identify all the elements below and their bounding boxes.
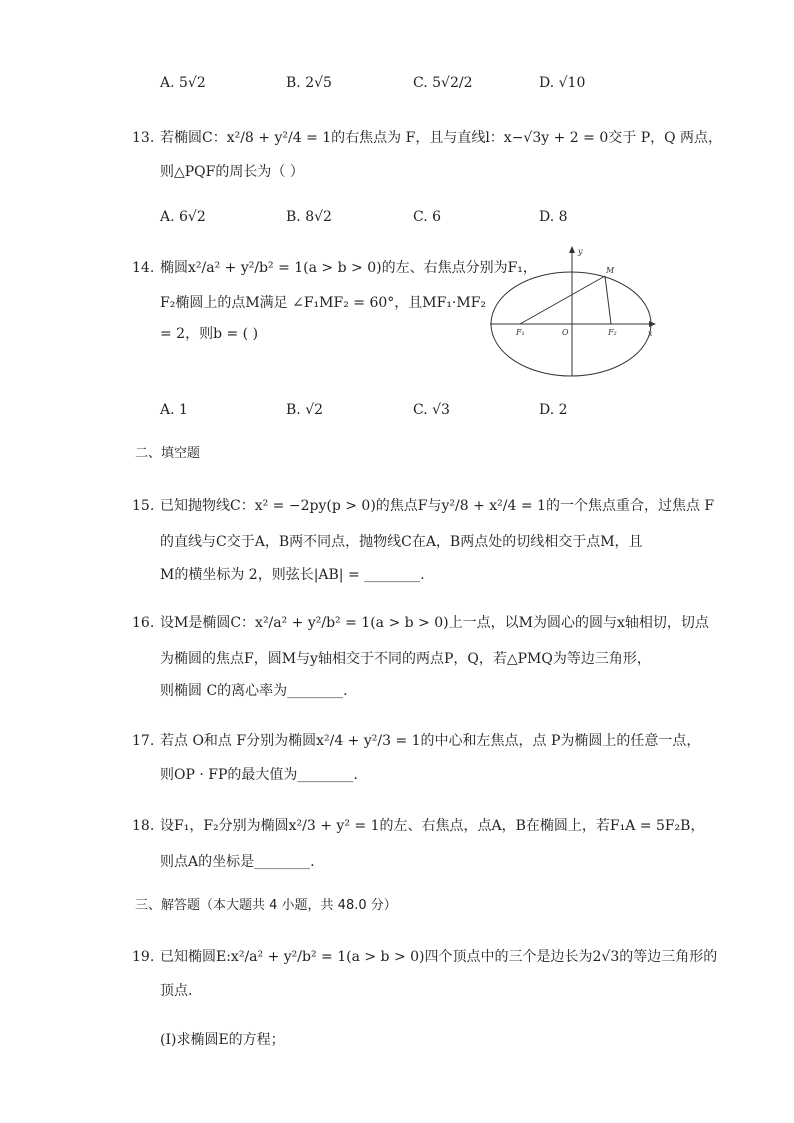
q16-number: 16. bbox=[132, 615, 155, 631]
q15-line3: M的横坐标为 2，则弦长|AB| = ________. bbox=[160, 567, 425, 583]
q12-option-d: D. √10 bbox=[539, 75, 586, 91]
q13-option-b: B. 8√2 bbox=[286, 209, 332, 225]
label-y: y bbox=[578, 247, 583, 256]
q13-stem-line1: 若椭圆C：x²/8 + y²/4 = 1的右焦点为 F，且与直线l：x−√3y + 2 = 0交于 P，Q 两点， bbox=[160, 130, 723, 146]
q13-option-a: A. 6√2 bbox=[160, 209, 206, 225]
q14-options bbox=[0, 395, 794, 425]
q12-option-b: B. 2√5 bbox=[286, 75, 332, 91]
q12-options bbox=[0, 68, 794, 98]
q14-option-b: B. √2 bbox=[286, 402, 324, 418]
x-axis-arrow-icon bbox=[649, 321, 656, 327]
q16-line1: 设M是椭圆C：x²/a² + y²/b² = 1(a > b > 0)上一点，以M为圆心的圆与x轴相切，切点 bbox=[160, 615, 709, 631]
q14-option-d: D. 2 bbox=[539, 402, 568, 418]
q14-option-a: A. 1 bbox=[160, 402, 188, 418]
q19-line2: 顶点. bbox=[160, 983, 193, 999]
q13-option-c: C. 6 bbox=[413, 209, 442, 225]
segment-f1-m bbox=[520, 276, 605, 324]
section-answer-title: 三、解答题（本大题共 4 小题，共 48.0 分） bbox=[135, 898, 397, 913]
q18-line2: 则点A的坐标是________. bbox=[160, 854, 315, 870]
label-m: M bbox=[606, 266, 615, 275]
q18-line1: 设F₁，F₂分别为椭圆x²/3 + y² = 1的左、右焦点，点A，B在椭圆上，若F₁A = 5F₂B， bbox=[160, 818, 705, 834]
q17-line2: 则OP · FP的最大值为________. bbox=[160, 767, 358, 783]
q15-line2: 的直线与C交于A，B两不同点，抛物线C在A，B两点处的切线相交于点M，且 bbox=[160, 534, 643, 550]
q16-line2: 为椭圆的焦点F，圆M与y轴相交于不同的两点P，Q，若△PMQ为等边三角形， bbox=[160, 651, 651, 667]
segment-f2-m bbox=[605, 276, 611, 324]
q14-stem-line1: 椭圆x²/a² + y²/b² = 1(a > b > 0)的左、右焦点分别为F₁， bbox=[160, 260, 537, 276]
y-axis-arrow-icon bbox=[569, 246, 575, 253]
q12-option-a: A. 5√2 bbox=[160, 75, 206, 91]
label-o: O bbox=[562, 328, 569, 337]
label-f1: F₁ bbox=[516, 328, 525, 337]
q14-stem-line2: F₂椭圆上的点M满足 ∠F₁MF₂ = 60°，且MF₁·MF₂ bbox=[160, 295, 487, 311]
q17-line1: 若点 O和点 F分别为椭圆x²/4 + y²/3 = 1的中心和左焦点，点 P为椭圆上的任意一点， bbox=[160, 733, 701, 749]
q12-option-c: C. 5√2/2 bbox=[413, 75, 473, 91]
q13-option-d: D. 8 bbox=[539, 209, 568, 225]
q14-option-c: C. √3 bbox=[413, 402, 450, 418]
label-f2: F₂ bbox=[608, 328, 617, 337]
ellipse-figure bbox=[488, 240, 664, 380]
q15-line1: 已知抛物线C：x² = −2py(p > 0)的焦点F与y²/8 + x²/4 = 1的一个焦点重合，过焦点 F bbox=[160, 498, 715, 514]
q13-options bbox=[0, 202, 794, 232]
q16-line3: 则椭圆 C的离心率为________. bbox=[160, 683, 348, 699]
q19-number: 19. bbox=[132, 949, 155, 965]
q15-number: 15. bbox=[132, 498, 155, 514]
q19-part1: (Ⅰ)求椭圆E的方程； bbox=[160, 1032, 285, 1048]
q19-line1: 已知椭圆E:x²/a² + y²/b² = 1(a > b > 0)四个顶点中的三个是边长为2√3的等边三角形的 bbox=[160, 949, 718, 965]
q17-number: 17. bbox=[132, 733, 155, 749]
label-x: x bbox=[648, 329, 653, 338]
q18-number: 18. bbox=[132, 818, 155, 834]
q13-number: 13. bbox=[132, 130, 155, 146]
q14-number: 14. bbox=[132, 260, 155, 276]
q14-stem-line3: = 2，则b = ( ) bbox=[160, 326, 259, 342]
section-fill-in-title: 二、填空题 bbox=[135, 446, 201, 461]
q13-stem-line2: 则△PQF的周长为（ ） bbox=[160, 164, 304, 180]
